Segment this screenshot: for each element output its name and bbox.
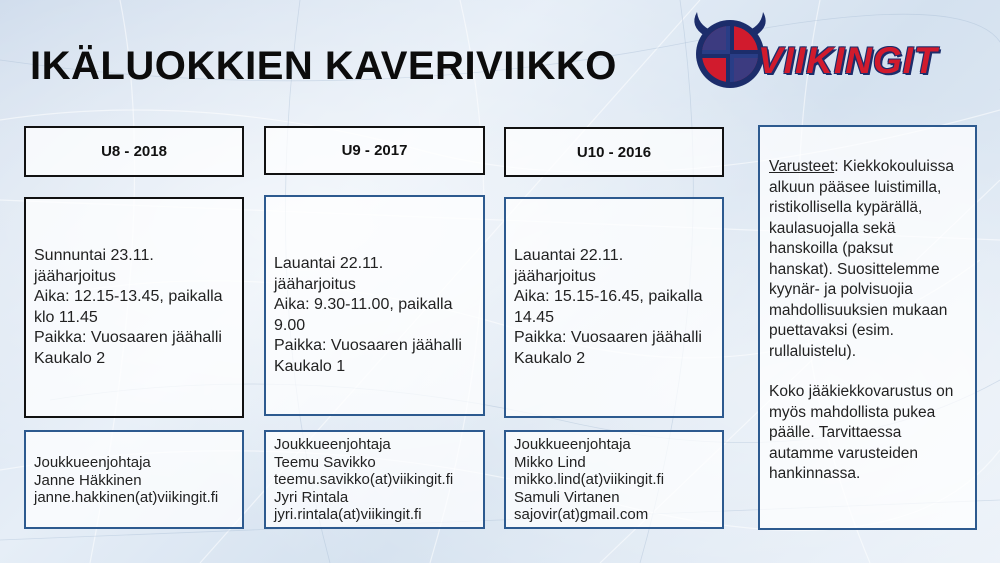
equipment-line: kyynär- ja polvisuojia (769, 281, 913, 298)
session-date: Lauantai 22.11. (514, 247, 624, 264)
equipment-label: Varusteet (769, 158, 835, 175)
session-rink: Kaukalo 1 (274, 357, 346, 375)
header-label: U8 - 2018 (101, 143, 167, 160)
equipment-line: päälle. Tarvittaessa (769, 424, 902, 441)
session-u8 (24, 197, 244, 418)
session-type: jääharjoitus (274, 275, 356, 293)
session-rink: Kaukalo 2 (514, 349, 586, 367)
contact-name: Mikko Lind (514, 453, 586, 471)
contact-u8 (24, 430, 244, 529)
session-arrival: klo 11.45 (34, 308, 98, 326)
contact-u9 (264, 430, 485, 529)
session-arrival: 14.45 (514, 308, 555, 326)
equipment-paragraph-1 (769, 157, 965, 362)
equipment-line: kaulasuojalla sekä (769, 219, 896, 237)
contact-name-2: Jyri Rintala (274, 488, 349, 506)
contact-role: Joukkueenjohtaja (514, 436, 631, 453)
session-type: jääharjoitus (34, 267, 116, 285)
contact-role: Joukkueenjohtaja (34, 454, 151, 471)
contact-email-2: jyri.rintala(at)viikingit.fi (274, 506, 422, 523)
contact-name: Janne Häkkinen (34, 471, 142, 489)
equipment-line: mahdollisuuksien mukaan (769, 301, 948, 319)
equipment-line: ristikollisella kypärällä, (769, 199, 923, 216)
contact-role: Joukkueenjohtaja (274, 436, 391, 453)
session-u9 (264, 195, 485, 416)
contact-email: mikko.lind(at)viikingit.fi (514, 471, 665, 488)
contact-u10 (504, 430, 724, 529)
header-u9 (264, 126, 485, 175)
session-arrival: 9.00 (274, 316, 306, 334)
equipment-line: hankinnassa. (769, 465, 861, 482)
logo-wordmark: VIIKINGIT (758, 40, 938, 81)
header-u8 (24, 126, 244, 177)
session-time: Aika: 15.15-16.45, paikalla (514, 288, 703, 305)
header-label: U10 - 2016 (576, 143, 652, 161)
contact-name: Teemu Savikko (274, 453, 376, 471)
equipment-line: hanskat). Suosittelemme (769, 260, 940, 278)
equipment-line: Koko jääkiekkovarustus on (769, 383, 954, 400)
page-title: IKÄLUOKKIEN KAVERIVIIKKO (30, 44, 617, 88)
session-rink: Kaukalo 2 (34, 349, 106, 367)
equipment-line: alkuun pääsee luistimilla, (769, 178, 942, 196)
session-u10 (504, 197, 724, 418)
equipment-panel (758, 125, 977, 530)
header-label: U9 - 2017 (341, 142, 408, 159)
session-type: jääharjoitus (514, 267, 596, 285)
session-place: Paikka: Vuosaaren jäähalli (274, 337, 462, 354)
session-time: Aika: 12.15-13.45, paikalla (34, 288, 223, 305)
session-place: Paikka: Vuosaaren jäähalli (514, 329, 702, 346)
contact-email: janne.hakkinen(at)viikingit.fi (34, 489, 219, 506)
session-date: Lauantai 22.11. (274, 255, 384, 272)
equipment-line: : Kiekkokouluissa (834, 158, 954, 175)
contact-name-2: Samuli Virtanen (514, 488, 620, 506)
contact-email-2: sajovir(at)gmail.com (514, 506, 649, 523)
equipment-line: myös mahdollista pukea (769, 403, 936, 421)
header-u10 (504, 127, 724, 177)
equipment-line: hanskoilla (paksut (769, 240, 894, 257)
session-place: Paikka: Vuosaaren jäähalli (34, 329, 222, 346)
session-time: Aika: 9.30-11.00, paikalla (274, 296, 453, 313)
equipment-line: autamme varusteiden (769, 444, 919, 462)
session-date: Sunnuntai 23.11. (34, 247, 154, 264)
contact-email: teemu.savikko(at)viikingit.fi (274, 471, 454, 488)
equipment-line: puettavaksi (esim. (769, 322, 894, 339)
equipment-line: rullaluistelu). (769, 342, 857, 360)
equipment-paragraph-2 (769, 382, 965, 485)
